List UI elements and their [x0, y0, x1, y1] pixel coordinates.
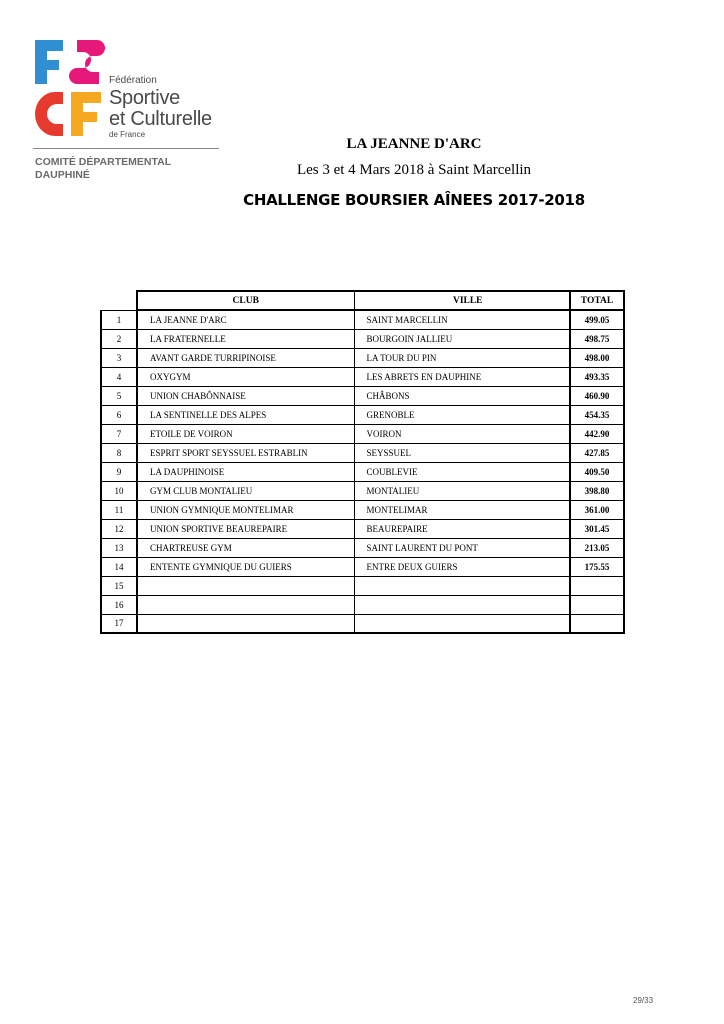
ville-cell	[354, 614, 570, 633]
table-row	[101, 500, 624, 519]
table-row	[101, 557, 624, 576]
rank-cell: 5	[101, 386, 137, 405]
logo-committee-line1: COMITÉ DÉPARTEMENTAL	[35, 156, 172, 168]
table-row	[101, 595, 624, 614]
total-cell: 499.05	[570, 310, 624, 329]
rank-cell: 2	[101, 329, 137, 348]
rank-cell: 14	[101, 557, 137, 576]
logo-committee	[35, 156, 171, 182]
rank-cell: 15	[101, 576, 137, 595]
rank-cell: 12	[101, 519, 137, 538]
club-cell: CHARTREUSE GYM	[137, 538, 354, 557]
logo-culturelle: et Culturelle	[109, 108, 212, 130]
ville-cell: BEAUREPAIRE	[354, 519, 570, 538]
header-club: CLUB	[137, 291, 354, 310]
logo-wordmark	[109, 76, 212, 139]
challenge-title: CHALLENGE BOURSIER AÎNEES 2017-2018	[243, 191, 585, 209]
total-cell: 398.80	[570, 481, 624, 500]
total-cell: 498.00	[570, 348, 624, 367]
table-row	[101, 614, 624, 633]
table-row	[101, 386, 624, 405]
ville-cell: BOURGOIN JALLIEU	[354, 329, 570, 348]
rank-cell: 17	[101, 614, 137, 633]
ville-cell: COUBLEVIE	[354, 462, 570, 481]
page-number: 29/33	[633, 996, 654, 1005]
ville-cell: VOIRON	[354, 424, 570, 443]
table-row	[101, 310, 624, 329]
table-row	[101, 519, 624, 538]
total-cell: 409.50	[570, 462, 624, 481]
club-cell: AVANT GARDE TURRIPINOISE	[137, 348, 354, 367]
club-cell: LA JEANNE D'ARC	[137, 310, 354, 329]
club-cell: LA SENTINELLE DES ALPES	[137, 405, 354, 424]
results-table	[100, 290, 625, 634]
ville-cell: LES ABRETS EN DAUPHINE	[354, 367, 570, 386]
total-cell: 493.35	[570, 367, 624, 386]
logo-federation: Fédération	[109, 75, 157, 86]
rank-cell: 6	[101, 405, 137, 424]
club-cell: GYM CLUB MONTALIEU	[137, 481, 354, 500]
ville-cell: GRENOBLE	[354, 405, 570, 424]
rank-cell: 1	[101, 310, 137, 329]
total-cell: 454.35	[570, 405, 624, 424]
total-cell: 460.90	[570, 386, 624, 405]
logo-de-france: de France	[109, 130, 146, 139]
club-cell: UNION CHABÔNNAISE	[137, 386, 354, 405]
total-cell: 498.75	[570, 329, 624, 348]
club-cell: ENTENTE GYMNIQUE DU GUIERS	[137, 557, 354, 576]
table-row	[101, 576, 624, 595]
header-total: TOTAL	[570, 291, 624, 310]
club-cell: UNION GYMNIQUE MONTELIMAR	[137, 500, 354, 519]
rank-cell: 9	[101, 462, 137, 481]
table-header-row	[101, 291, 624, 310]
table-row	[101, 405, 624, 424]
ville-cell: SEYSSUEL	[354, 443, 570, 462]
club-cell	[137, 614, 354, 633]
header-blank	[101, 291, 137, 310]
ville-cell: MONTALIEU	[354, 481, 570, 500]
results-body	[101, 310, 624, 633]
ville-cell	[354, 595, 570, 614]
club-cell: LA FRATERNELLE	[137, 329, 354, 348]
total-cell	[570, 576, 624, 595]
total-cell	[570, 614, 624, 633]
rank-cell: 11	[101, 500, 137, 519]
club-cell: ESPRIT SPORT SEYSSUEL ESTRABLIN	[137, 443, 354, 462]
club-cell	[137, 595, 354, 614]
club-cell: OXYGYM	[137, 367, 354, 386]
club-cell: ETOILE DE VOIRON	[137, 424, 354, 443]
table-row	[101, 443, 624, 462]
ville-cell: MONTELIMAR	[354, 500, 570, 519]
header-ville: VILLE	[354, 291, 570, 310]
ville-cell: LA TOUR DU PIN	[354, 348, 570, 367]
club-cell	[137, 576, 354, 595]
ville-cell	[354, 576, 570, 595]
rank-cell: 10	[101, 481, 137, 500]
table-row	[101, 348, 624, 367]
ville-cell: SAINT LAURENT DU PONT	[354, 538, 570, 557]
club-cell: LA DAUPHINOISE	[137, 462, 354, 481]
total-cell: 213.05	[570, 538, 624, 557]
ville-cell: CHÂBONS	[354, 386, 570, 405]
table-row	[101, 367, 624, 386]
event-dates: Les 3 et 4 Mars 2018 à Saint Marcellin	[296, 162, 532, 178]
table-row	[101, 462, 624, 481]
logo-committee-line2: DAUPHINÉ	[35, 169, 90, 181]
logo-divider	[33, 148, 219, 149]
event-club-title: LA JEANNE D'ARC	[346, 136, 482, 152]
rank-cell: 3	[101, 348, 137, 367]
logo-sportive: Sportive	[109, 87, 180, 109]
table-row	[101, 481, 624, 500]
table-row	[101, 538, 624, 557]
total-cell: 427.85	[570, 443, 624, 462]
table-row	[101, 329, 624, 348]
total-cell: 361.00	[570, 500, 624, 519]
rank-cell: 4	[101, 367, 137, 386]
rank-cell: 13	[101, 538, 137, 557]
table-row	[101, 424, 624, 443]
fscf-logo	[33, 36, 223, 186]
ville-cell: ENTRE DEUX GUIERS	[354, 557, 570, 576]
total-cell: 301.45	[570, 519, 624, 538]
rank-cell: 7	[101, 424, 137, 443]
rank-cell: 16	[101, 595, 137, 614]
club-cell: UNION SPORTIVE BEAUREPAIRE	[137, 519, 354, 538]
total-cell: 175.55	[570, 557, 624, 576]
total-cell: 442.90	[570, 424, 624, 443]
fscf-logo-mark-icon	[33, 36, 109, 140]
total-cell	[570, 595, 624, 614]
ville-cell: SAINT MARCELLIN	[354, 310, 570, 329]
rank-cell: 8	[101, 443, 137, 462]
